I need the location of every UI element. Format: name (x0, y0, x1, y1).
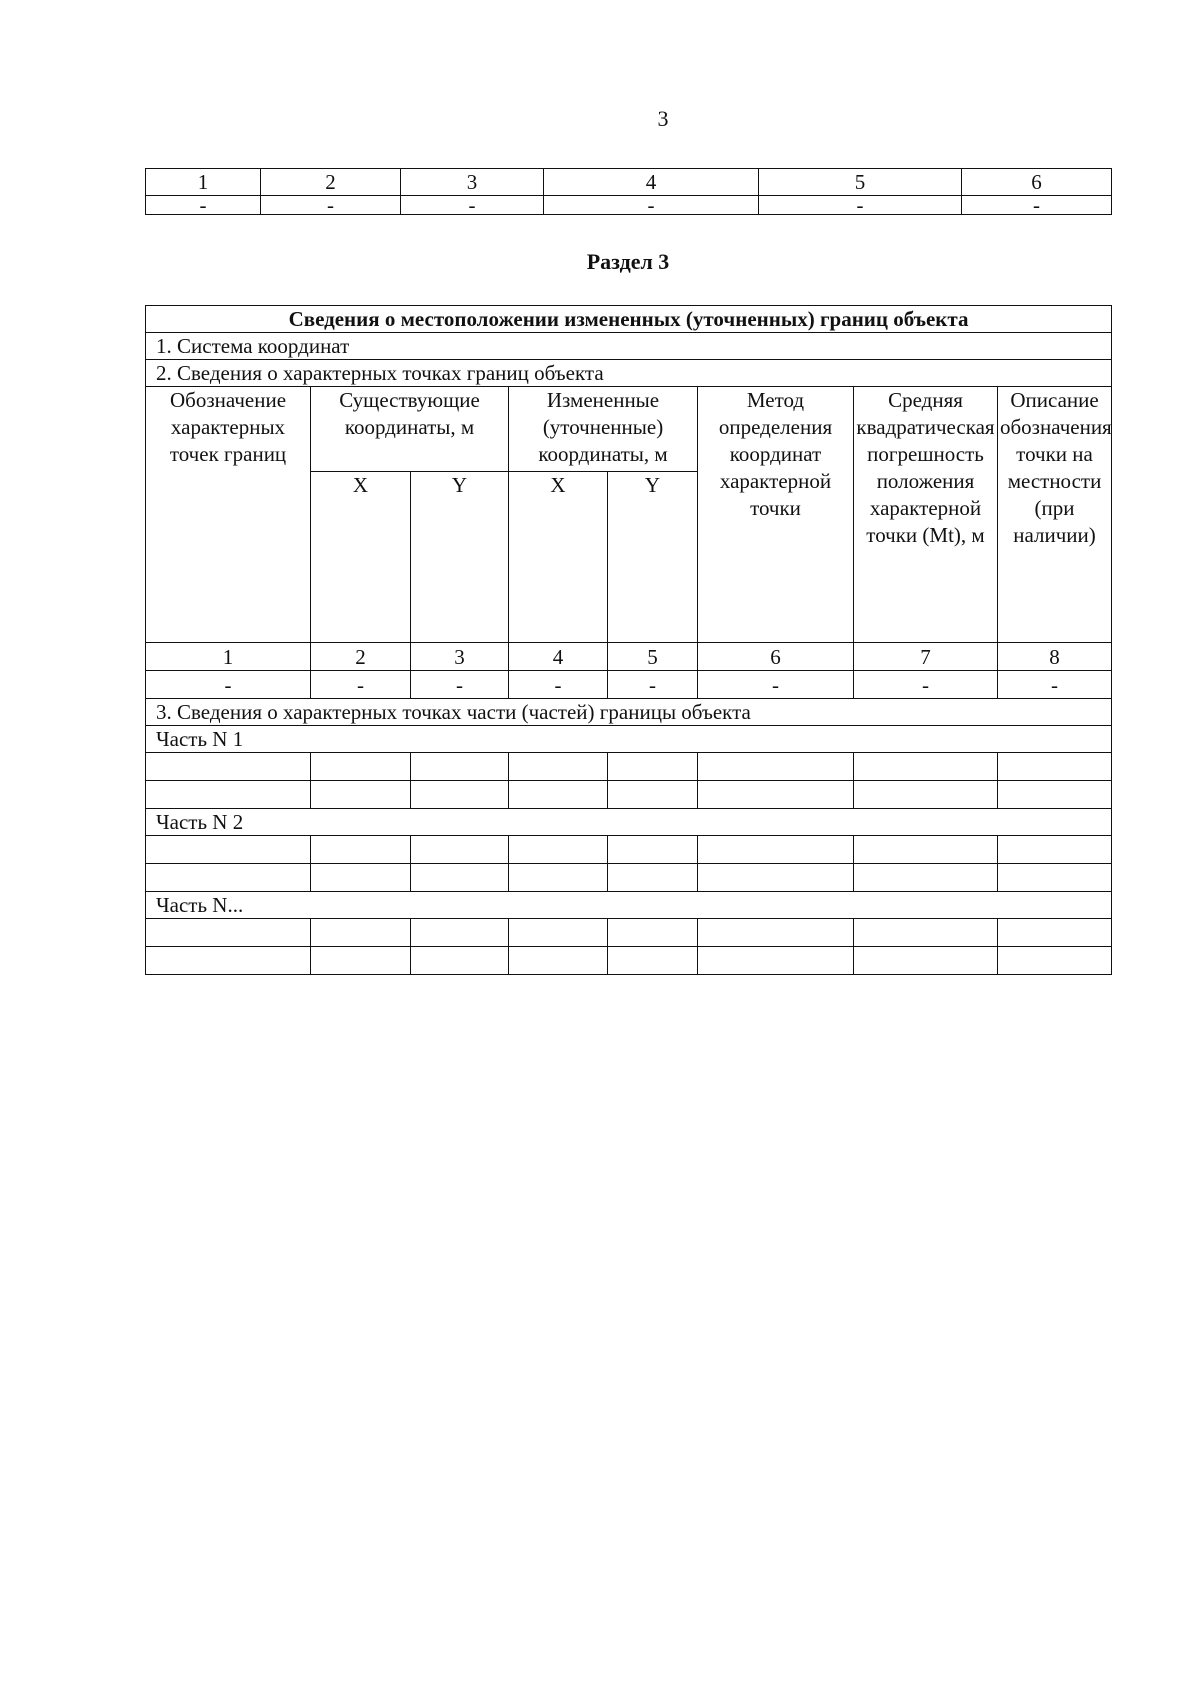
y-label: Y (411, 472, 509, 643)
empty-row (146, 864, 1112, 892)
dash-cell: - (311, 671, 411, 699)
dash-cell: - (146, 671, 311, 699)
column-number: 3 (401, 169, 544, 196)
column-number: 1 (146, 643, 311, 671)
header-mean-square-error: Средняя квадратическая погрешность положения характерной точки (Mt), м (854, 387, 998, 643)
points-info-row (146, 360, 1112, 387)
empty-row (146, 947, 1112, 975)
column-number: 6 (962, 169, 1112, 196)
dash-cell: - (759, 196, 962, 215)
column-numbers-row (146, 643, 1112, 671)
header-method: Метод определения координат характерной точки (698, 387, 854, 643)
column-number: 5 (608, 643, 698, 671)
x-label: X (509, 472, 608, 643)
column-number: 2 (311, 643, 411, 671)
table-title: Сведения о местоположении измененных (уточненных) границ объекта (146, 306, 1112, 333)
dash-cell: - (261, 196, 401, 215)
dash-cell: - (998, 671, 1112, 699)
column-number: 8 (998, 643, 1112, 671)
dash-cell: - (509, 671, 608, 699)
header-row (146, 387, 1112, 472)
column-number: 3 (411, 643, 509, 671)
boundary-points-table (145, 305, 1112, 975)
dash-cell: - (962, 196, 1112, 215)
dash-cell: - (608, 671, 698, 699)
header-description: Описание обозначения точки на местности (при наличии) (998, 387, 1112, 643)
header-point-designation: Обозначение характерных точек границ (146, 387, 311, 643)
page-number: 3 (657, 106, 669, 131)
column-number: 4 (544, 169, 759, 196)
dash-cell: - (854, 671, 998, 699)
part-header-row (146, 892, 1112, 919)
dash-cell: - (146, 196, 261, 215)
table-title-row (146, 306, 1112, 333)
part-header-row (146, 809, 1112, 836)
parts-info-label: 3. Сведения о характерных точках части (частей) границы объекта (146, 699, 1112, 726)
column-number: 6 (698, 643, 854, 671)
part-label: Часть N 2 (146, 809, 1112, 836)
header-changed-coordinates: Измененные (уточненные) координаты, м (509, 387, 698, 472)
points-info-label: 2. Сведения о характерных точках границ объекта (146, 360, 1112, 387)
y-label: Y (608, 472, 698, 643)
dash-row (146, 196, 1112, 215)
empty-row (146, 836, 1112, 864)
column-number: 5 (759, 169, 962, 196)
x-label: X (311, 472, 411, 643)
parts-info-row (146, 699, 1112, 726)
part-label: Часть N... (146, 892, 1112, 919)
coordinate-system-label: 1. Система координат (146, 333, 1112, 360)
empty-row (146, 753, 1112, 781)
coordinate-system-row (146, 333, 1112, 360)
section-title: Раздел 3 (586, 249, 670, 274)
part-header-row (146, 726, 1112, 753)
dash-cell: - (401, 196, 544, 215)
dash-cell: - (411, 671, 509, 699)
column-number: 7 (854, 643, 998, 671)
column-numbers-row (146, 169, 1112, 196)
empty-row (146, 919, 1112, 947)
continuation-table (145, 168, 1112, 215)
empty-row (146, 781, 1112, 809)
header-existing-coordinates: Существующие координаты, м (311, 387, 509, 472)
dash-cell: - (544, 196, 759, 215)
dash-cell: - (698, 671, 854, 699)
column-number: 4 (509, 643, 608, 671)
dash-row (146, 671, 1112, 699)
part-label: Часть N 1 (146, 726, 1112, 753)
column-number: 1 (146, 169, 261, 196)
column-number: 2 (261, 169, 401, 196)
